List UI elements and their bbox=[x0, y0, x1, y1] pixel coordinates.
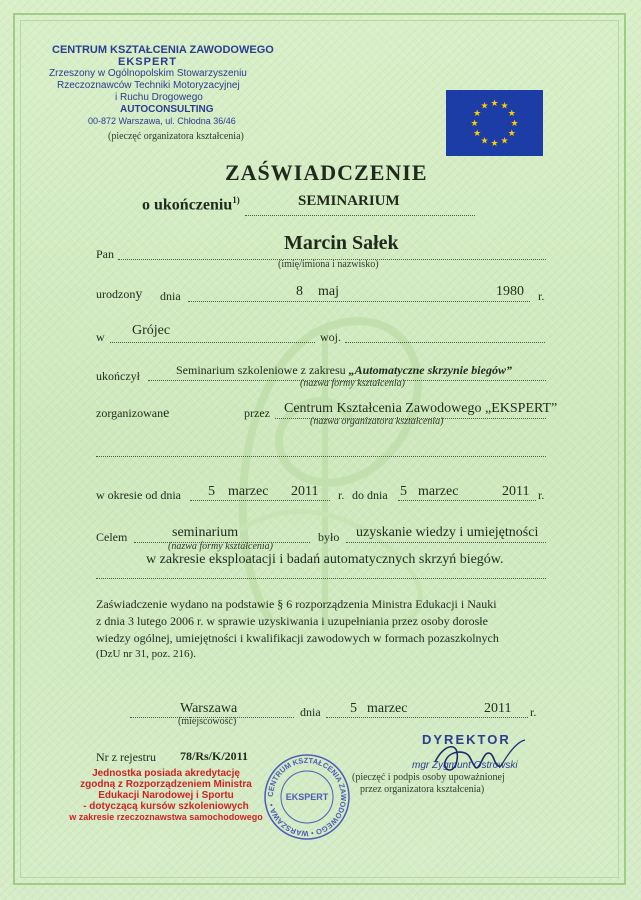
period-from-day: 5 bbox=[208, 484, 215, 499]
organizer-stamp-line5: i Ruchu Drogowego bbox=[115, 92, 203, 103]
svg-text:★: ★ bbox=[470, 119, 479, 129]
subtitle-value: SEMINARIUM bbox=[298, 193, 400, 209]
director-title: DYREKTOR bbox=[422, 732, 511, 747]
purpose-goal-line1: uzyskanie wiedzy i umiejętności bbox=[356, 525, 539, 540]
issue-day-label: dnia bbox=[300, 705, 321, 719]
issue-day: 5 bbox=[350, 701, 357, 716]
issue-year-end: r. bbox=[530, 705, 537, 719]
voivodeship-dotted-line bbox=[345, 342, 545, 343]
legal-text-line3: wiedzy ogólnej, umiejętności i kwalifikacji zawodowych w formach pozaszkolnych bbox=[96, 631, 499, 645]
organizer-stamp-line2: EKSPERT bbox=[118, 56, 177, 68]
accreditation-line2: zgodną z Rozporządzeniem Ministra bbox=[80, 779, 252, 790]
issue-date-dotted-line bbox=[326, 717, 528, 718]
goal-dotted-line bbox=[346, 542, 546, 543]
svg-text:★: ★ bbox=[490, 99, 499, 109]
eu-stars-icon bbox=[446, 90, 543, 156]
accreditation-note bbox=[66, 768, 266, 823]
organizer-stamp-line1: CENTRUM KSZTAŁCENIA ZAWODOWEGO bbox=[52, 44, 274, 56]
voivodeship-label: woj. bbox=[320, 330, 341, 344]
organized-suffix: e bbox=[163, 406, 170, 421]
period-label: w okresie od dnia bbox=[96, 488, 181, 502]
round-stamp-center: EKSPERT bbox=[285, 792, 329, 802]
born-suffix: y bbox=[135, 287, 143, 302]
born-year: 1980 bbox=[496, 284, 524, 299]
issue-month: marzec bbox=[367, 701, 408, 716]
period-to-year: 2011 bbox=[502, 484, 530, 499]
svg-text:★: ★ bbox=[500, 101, 509, 112]
issue-year: 2011 bbox=[484, 701, 512, 716]
place-label: w bbox=[96, 330, 105, 344]
completed-value bbox=[176, 363, 512, 378]
organized-label-text: zorganizowan bbox=[96, 406, 164, 420]
organized-caption: (nazwa organizatora kształcenia) bbox=[310, 416, 444, 427]
born-year-end: r. bbox=[538, 289, 545, 303]
legal-text-line4: (DzU nr 31, poz. 216). bbox=[96, 648, 196, 660]
accreditation-line4: - dotyczącą kursów szkoleniowych bbox=[83, 801, 249, 812]
eu-flag bbox=[446, 90, 543, 156]
round-stamp bbox=[262, 752, 352, 842]
organizer-stamp-caption: (pieczęć organizatora kształcenia) bbox=[108, 131, 244, 142]
director-caption2: przez organizatora kształcenia) bbox=[360, 784, 485, 795]
place-value: Grójec bbox=[132, 323, 171, 338]
organizer-stamp-line4: Rzeczoznawców Techniki Motoryzacyjnej bbox=[57, 80, 240, 91]
svg-text:★: ★ bbox=[473, 129, 482, 139]
organized-label bbox=[96, 406, 169, 422]
born-dotted-line bbox=[188, 301, 530, 302]
purpose-value: seminarium bbox=[172, 525, 239, 540]
period-to-dotted-line bbox=[398, 500, 536, 501]
completed-value-italic: „Automatyczne skrzynie biegów” bbox=[348, 363, 512, 377]
born-label-text: urodzon bbox=[96, 287, 136, 301]
svg-text:★: ★ bbox=[500, 136, 509, 147]
accreditation-line3: Edukacji Narodowej i Sportu bbox=[98, 790, 234, 801]
certificate-title: ZAŚWIADCZENIE bbox=[225, 160, 428, 185]
born-month: maj bbox=[318, 284, 339, 299]
goal-dotted-line-2 bbox=[96, 578, 546, 579]
period-r1: r. bbox=[338, 488, 345, 502]
purpose-caption: (nazwa formy kształcenia) bbox=[168, 541, 273, 552]
period-from-month: marzec bbox=[228, 484, 269, 499]
issue-city-caption: (miejscowość) bbox=[178, 716, 237, 727]
organizer-stamp-line7: 00-872 Warszawa, ul. Chłodna 36/46 bbox=[88, 116, 236, 126]
organizer-stamp-line6: AUTOCONSULTING bbox=[120, 104, 214, 115]
organized-value: Centrum Kształcenia Zawodowego „EKSPERT” bbox=[284, 401, 558, 416]
period-from-dotted-line bbox=[190, 500, 330, 501]
svg-text:★: ★ bbox=[480, 101, 489, 112]
registry-label: Nr z rejestru bbox=[96, 750, 156, 764]
svg-text:★: ★ bbox=[510, 119, 519, 129]
period-to-day: 5 bbox=[400, 484, 407, 499]
director-caption1: (pieczęć i podpis osoby upoważnionej bbox=[352, 772, 505, 783]
svg-text:★: ★ bbox=[507, 109, 516, 119]
round-stamp-ring-text: CENTRUM KSZTAŁCENIA ZAWODOWEGO • WARSZAWA • bbox=[265, 755, 349, 839]
born-day: 8 bbox=[296, 284, 303, 299]
completed-value-plain: Seminarium szkoleniowe z zakresu bbox=[176, 363, 349, 377]
name-label: Pan bbox=[96, 247, 114, 261]
subtitle-prefix bbox=[142, 195, 240, 214]
period-to-month: marzec bbox=[418, 484, 459, 499]
accreditation-line5: w zakresie rzeczoznawstwa samochodowego bbox=[69, 812, 263, 822]
period-from-year: 2011 bbox=[291, 484, 319, 499]
born-day-label: dnia bbox=[160, 289, 181, 303]
organized-by-label: przez bbox=[244, 406, 270, 420]
period-r2: r. bbox=[538, 488, 545, 502]
born-label bbox=[96, 287, 142, 303]
purpose-goal-line2: w zakresie eksploatacji i badań automatycznych skrzyń biegów. bbox=[146, 552, 504, 567]
purpose-label: Celem bbox=[96, 530, 128, 544]
svg-text:★: ★ bbox=[507, 129, 516, 139]
name-value: Marcin Sałek bbox=[284, 232, 399, 254]
svg-text:★: ★ bbox=[473, 109, 482, 119]
completed-label: ukończył bbox=[96, 369, 140, 383]
legal-text-line2: z dnia 3 lutego 2006 r. w sprawie uzyskiwania i uzupełniania przez osoby dorosłe bbox=[96, 614, 488, 628]
organizer-stamp-line3: Zrzeszony w Ogólnopolskim Stowarzyszeniu bbox=[49, 68, 247, 79]
svg-text:★: ★ bbox=[480, 136, 489, 147]
period-to-label: do dnia bbox=[352, 488, 388, 502]
subtitle-prefix-text: o ukończeniu bbox=[142, 196, 233, 214]
svg-text:★: ★ bbox=[490, 139, 499, 149]
registry-value: 78/Rs/K/2011 bbox=[180, 749, 249, 763]
footnote-marker: 1) bbox=[232, 195, 240, 205]
completed-caption: (nazwa formy kształcenia) bbox=[300, 378, 405, 389]
accreditation-line1: Jednostka posiada akredytację bbox=[92, 768, 240, 779]
legal-text-line1: Zaświadczenie wydano na podstawie § 6 rozporządzenia Ministra Edukacji i Nauki bbox=[96, 597, 497, 611]
blank-dotted-line bbox=[96, 456, 546, 457]
issue-city: Warszawa bbox=[180, 701, 238, 716]
purpose-was: było bbox=[318, 530, 340, 544]
director-name: mgr Zygmunt Ostrowski bbox=[412, 760, 518, 771]
subtitle-dotted-line bbox=[245, 215, 475, 216]
place-dotted-line bbox=[110, 342, 315, 343]
name-caption: (imię/imiona i nazwisko) bbox=[278, 259, 379, 270]
